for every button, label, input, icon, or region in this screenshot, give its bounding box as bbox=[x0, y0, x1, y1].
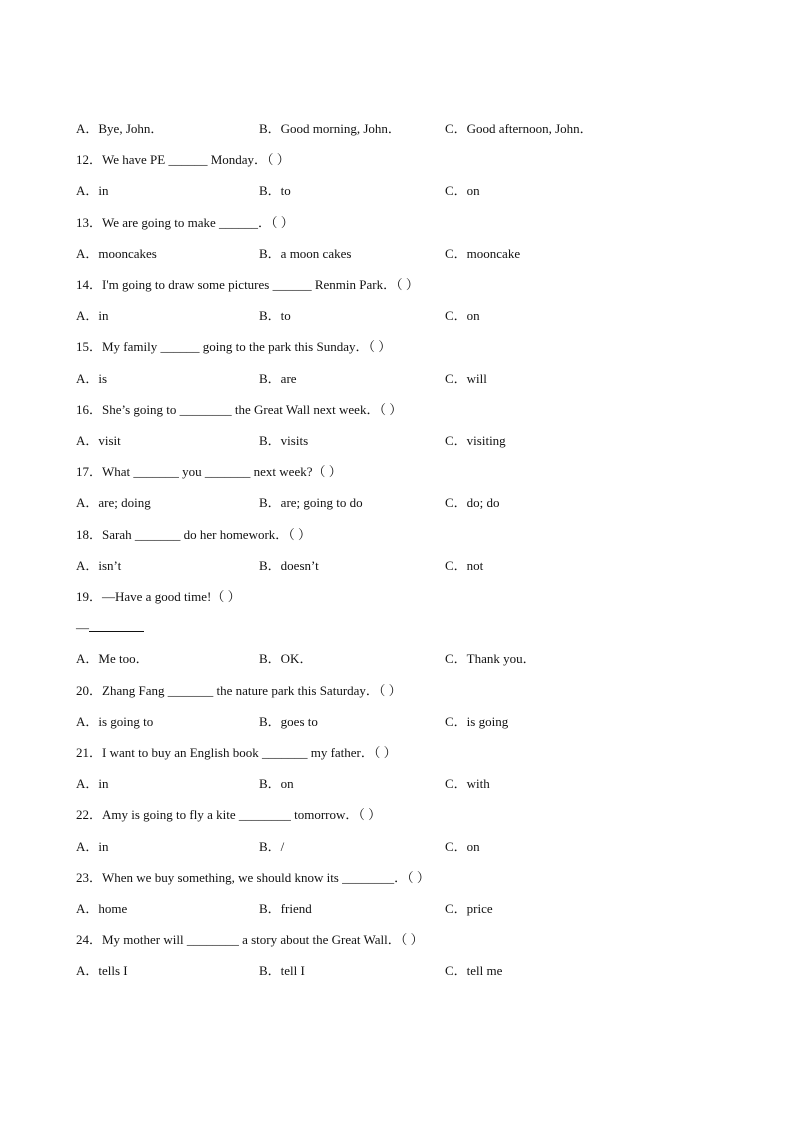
option-b: B．tell I bbox=[259, 963, 305, 978]
option-c: C．not bbox=[445, 558, 484, 573]
option-c: C．do; do bbox=[445, 495, 500, 510]
option-b: B．/ bbox=[259, 839, 285, 854]
option-c: C．mooncake bbox=[445, 246, 521, 261]
option-c: C．will bbox=[445, 371, 487, 386]
option-a: A．is going to bbox=[76, 714, 154, 729]
question-text: 21．I want to buy an English book _______ my father．（ ） bbox=[76, 745, 397, 760]
question-text: 24．My mother will ________ a story about the Great Wall．（ ） bbox=[76, 932, 424, 947]
option-b: B．OK． bbox=[259, 651, 313, 666]
option-c: C．Thank you． bbox=[445, 651, 536, 666]
option-a: A．visit bbox=[76, 433, 121, 448]
option-b: B．doesn’t bbox=[259, 558, 319, 573]
option-b: B．are; going to do bbox=[259, 495, 363, 510]
option-b: B．visits bbox=[259, 433, 309, 448]
option-b: B．to bbox=[259, 183, 291, 198]
question-text: 13．We are going to make ______．（ ） bbox=[76, 215, 294, 230]
option-a: A．Bye, John． bbox=[76, 121, 164, 136]
option-c: C．Good afternoon, John． bbox=[445, 121, 593, 136]
option-c: C．tell me bbox=[445, 963, 503, 978]
dash-text: — bbox=[76, 620, 89, 635]
question-text: 22．Amy is going to fly a kite ________ tomorrow．（ ） bbox=[76, 807, 382, 822]
question-text: 17．What _______ you _______ next week?（ ） bbox=[76, 464, 342, 479]
question-text: 14．I'm going to draw some pictures ______ Renmin Park．（ ） bbox=[76, 277, 419, 292]
option-c: C．on bbox=[445, 183, 480, 198]
option-c: C．visiting bbox=[445, 433, 506, 448]
option-a: A．in bbox=[76, 308, 109, 323]
question-text: 18．Sarah _______ do her homework．（ ） bbox=[76, 527, 312, 542]
option-a: A．in bbox=[76, 839, 109, 854]
question-text: 15．My family ______ going to the park this Sunday．（ ） bbox=[76, 339, 392, 354]
option-a: A．Me too． bbox=[76, 651, 149, 666]
question-text: 19．—Have a good time!（ ） bbox=[76, 589, 241, 604]
option-b: B．on bbox=[259, 776, 294, 791]
option-c: C．price bbox=[445, 901, 493, 916]
option-c: C．with bbox=[445, 776, 490, 791]
option-c: C．on bbox=[445, 839, 480, 854]
option-c: C．is going bbox=[445, 714, 509, 729]
option-c: C．on bbox=[445, 308, 480, 323]
option-a: A．are; doing bbox=[76, 495, 151, 510]
option-b: B．are bbox=[259, 371, 297, 386]
answer-blank bbox=[89, 617, 144, 632]
option-a: A．in bbox=[76, 776, 109, 791]
option-b: B．goes to bbox=[259, 714, 318, 729]
question-text: 20．Zhang Fang _______ the nature park this Saturday．（ ） bbox=[76, 683, 402, 698]
option-a: A．tells I bbox=[76, 963, 128, 978]
option-b: B．Good morning, John． bbox=[259, 121, 401, 136]
option-a: A．mooncakes bbox=[76, 246, 157, 261]
option-b: B．to bbox=[259, 308, 291, 323]
option-a: A．isn’t bbox=[76, 558, 122, 573]
question-text: 12．We have PE ______ Monday．（ ） bbox=[76, 152, 290, 167]
question-text: 23．When we buy something, we should know its ________．（ ） bbox=[76, 870, 430, 885]
question-text: 16．She’s going to ________ the Great Wall next week．（ ） bbox=[76, 402, 403, 417]
option-b: B．friend bbox=[259, 901, 312, 916]
option-b: B．a moon cakes bbox=[259, 246, 352, 261]
option-a: A．is bbox=[76, 371, 108, 386]
option-a: A．in bbox=[76, 183, 109, 198]
option-a: A．home bbox=[76, 901, 128, 916]
